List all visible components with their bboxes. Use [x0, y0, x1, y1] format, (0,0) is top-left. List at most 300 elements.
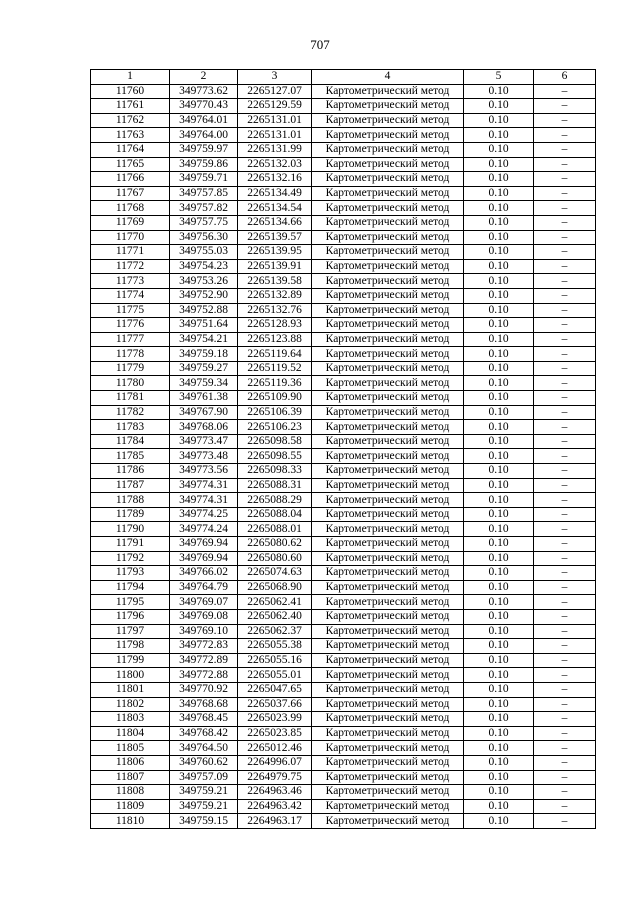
- description-cell: –: [534, 303, 596, 318]
- description-cell: –: [534, 755, 596, 770]
- method-cell: Картометрический метод: [312, 449, 464, 464]
- description-cell: –: [534, 537, 596, 552]
- y-coordinate-cell: 2265047.65: [238, 682, 312, 697]
- table-row: [91, 595, 596, 610]
- method-cell: Картометрический метод: [312, 478, 464, 493]
- x-coordinate-cell: 349754.21: [170, 332, 238, 347]
- point-number-cell: 11782: [91, 405, 170, 420]
- accuracy-cell: 0.10: [464, 376, 534, 391]
- method-cell: Картометрический метод: [312, 580, 464, 595]
- y-coordinate-cell: 2265055.16: [238, 653, 312, 668]
- accuracy-cell: 0.10: [464, 726, 534, 741]
- x-coordinate-cell: 349756.30: [170, 230, 238, 245]
- table-row: [91, 142, 596, 157]
- x-coordinate-cell: 349757.09: [170, 770, 238, 785]
- method-cell: Картометрический метод: [312, 142, 464, 157]
- description-cell: –: [534, 215, 596, 230]
- table-row: [91, 814, 596, 829]
- y-coordinate-cell: 2265139.91: [238, 259, 312, 274]
- method-cell: Картометрический метод: [312, 157, 464, 172]
- y-coordinate-cell: 2265132.89: [238, 288, 312, 303]
- accuracy-cell: 0.10: [464, 580, 534, 595]
- column-header: 5: [464, 70, 534, 85]
- x-coordinate-cell: 349766.02: [170, 566, 238, 581]
- x-coordinate-cell: 349761.38: [170, 391, 238, 406]
- point-number-cell: 11792: [91, 551, 170, 566]
- point-number-cell: 11799: [91, 653, 170, 668]
- accuracy-cell: 0.10: [464, 785, 534, 800]
- method-cell: Картометрический метод: [312, 245, 464, 260]
- method-cell: Картометрический метод: [312, 624, 464, 639]
- accuracy-cell: 0.10: [464, 493, 534, 508]
- description-cell: –: [534, 653, 596, 668]
- point-number-cell: 11789: [91, 507, 170, 522]
- description-cell: –: [534, 157, 596, 172]
- y-coordinate-cell: 2265132.76: [238, 303, 312, 318]
- method-cell: Картометрический метод: [312, 230, 464, 245]
- description-cell: –: [534, 493, 596, 508]
- point-number-cell: 11802: [91, 697, 170, 712]
- x-coordinate-cell: 349759.71: [170, 172, 238, 187]
- y-coordinate-cell: 2265023.85: [238, 726, 312, 741]
- table-row: [91, 376, 596, 391]
- y-coordinate-cell: 2265131.01: [238, 128, 312, 143]
- table-row: [91, 391, 596, 406]
- accuracy-cell: 0.10: [464, 405, 534, 420]
- accuracy-cell: 0.10: [464, 712, 534, 727]
- y-coordinate-cell: 2265088.29: [238, 493, 312, 508]
- point-number-cell: 11774: [91, 288, 170, 303]
- description-cell: –: [534, 464, 596, 479]
- method-cell: Картометрический метод: [312, 741, 464, 756]
- y-coordinate-cell: 2265088.01: [238, 522, 312, 537]
- point-number-cell: 11785: [91, 449, 170, 464]
- accuracy-cell: 0.10: [464, 332, 534, 347]
- point-number-cell: 11766: [91, 172, 170, 187]
- x-coordinate-cell: 349759.18: [170, 347, 238, 362]
- table-row: [91, 405, 596, 420]
- y-coordinate-cell: 2265128.93: [238, 318, 312, 333]
- method-cell: Картометрический метод: [312, 288, 464, 303]
- description-cell: –: [534, 128, 596, 143]
- description-cell: –: [534, 201, 596, 216]
- point-number-cell: 11763: [91, 128, 170, 143]
- point-number-cell: 11790: [91, 522, 170, 537]
- x-coordinate-cell: 349759.97: [170, 142, 238, 157]
- method-cell: Картометрический метод: [312, 653, 464, 668]
- column-header: 3: [238, 70, 312, 85]
- x-coordinate-cell: 349768.68: [170, 697, 238, 712]
- table-row: [91, 274, 596, 289]
- x-coordinate-cell: 349757.85: [170, 186, 238, 201]
- accuracy-cell: 0.10: [464, 84, 534, 99]
- x-coordinate-cell: 349759.15: [170, 814, 238, 829]
- table-row: [91, 566, 596, 581]
- x-coordinate-cell: 349759.21: [170, 785, 238, 800]
- accuracy-cell: 0.10: [464, 172, 534, 187]
- description-cell: –: [534, 682, 596, 697]
- description-cell: –: [534, 566, 596, 581]
- method-cell: Картометрический метод: [312, 361, 464, 376]
- y-coordinate-cell: 2265080.60: [238, 551, 312, 566]
- point-number-cell: 11783: [91, 420, 170, 435]
- accuracy-cell: 0.10: [464, 770, 534, 785]
- y-coordinate-cell: 2265088.31: [238, 478, 312, 493]
- point-number-cell: 11762: [91, 113, 170, 128]
- table-row: [91, 361, 596, 376]
- x-coordinate-cell: 349768.45: [170, 712, 238, 727]
- description-cell: –: [534, 639, 596, 654]
- y-coordinate-cell: 2264963.17: [238, 814, 312, 829]
- x-coordinate-cell: 349759.21: [170, 799, 238, 814]
- x-coordinate-cell: 349764.01: [170, 113, 238, 128]
- description-cell: –: [534, 318, 596, 333]
- x-coordinate-cell: 349752.88: [170, 303, 238, 318]
- method-cell: Картометрический метод: [312, 785, 464, 800]
- table-row: [91, 537, 596, 552]
- method-cell: Картометрический метод: [312, 755, 464, 770]
- point-number-cell: 11810: [91, 814, 170, 829]
- x-coordinate-cell: 349768.06: [170, 420, 238, 435]
- y-coordinate-cell: 2265132.03: [238, 157, 312, 172]
- point-number-cell: 11771: [91, 245, 170, 260]
- y-coordinate-cell: 2265127.07: [238, 84, 312, 99]
- method-cell: Картометрический метод: [312, 799, 464, 814]
- point-number-cell: 11797: [91, 624, 170, 639]
- table-row: [91, 128, 596, 143]
- y-coordinate-cell: 2264979.75: [238, 770, 312, 785]
- description-cell: –: [534, 624, 596, 639]
- x-coordinate-cell: 349757.82: [170, 201, 238, 216]
- description-cell: –: [534, 259, 596, 274]
- x-coordinate-cell: 349772.88: [170, 668, 238, 683]
- description-cell: –: [534, 84, 596, 99]
- method-cell: Картометрический метод: [312, 697, 464, 712]
- method-cell: Картометрический метод: [312, 99, 464, 114]
- table-row: [91, 522, 596, 537]
- description-cell: –: [534, 551, 596, 566]
- description-cell: –: [534, 142, 596, 157]
- table-row: [91, 113, 596, 128]
- description-cell: –: [534, 99, 596, 114]
- x-coordinate-cell: 349752.90: [170, 288, 238, 303]
- y-coordinate-cell: 2265119.36: [238, 376, 312, 391]
- point-number-cell: 11779: [91, 361, 170, 376]
- table-row: [91, 318, 596, 333]
- point-number-cell: 11761: [91, 99, 170, 114]
- accuracy-cell: 0.10: [464, 697, 534, 712]
- method-cell: Картометрический метод: [312, 668, 464, 683]
- point-number-cell: 11775: [91, 303, 170, 318]
- accuracy-cell: 0.10: [464, 186, 534, 201]
- y-coordinate-cell: 2265129.59: [238, 99, 312, 114]
- column-header: 6: [534, 70, 596, 85]
- y-coordinate-cell: 2265131.99: [238, 142, 312, 157]
- x-coordinate-cell: 349772.83: [170, 639, 238, 654]
- method-cell: Картометрический метод: [312, 201, 464, 216]
- y-coordinate-cell: 2265055.38: [238, 639, 312, 654]
- accuracy-cell: 0.10: [464, 128, 534, 143]
- table-row: [91, 755, 596, 770]
- x-coordinate-cell: 349769.94: [170, 537, 238, 552]
- x-coordinate-cell: 349773.62: [170, 84, 238, 99]
- y-coordinate-cell: 2264963.42: [238, 799, 312, 814]
- accuracy-cell: 0.10: [464, 799, 534, 814]
- column-header: 2: [170, 70, 238, 85]
- accuracy-cell: 0.10: [464, 361, 534, 376]
- accuracy-cell: 0.10: [464, 478, 534, 493]
- point-number-cell: 11793: [91, 566, 170, 581]
- description-cell: –: [534, 274, 596, 289]
- y-coordinate-cell: 2265055.01: [238, 668, 312, 683]
- description-cell: –: [534, 785, 596, 800]
- point-number-cell: 11809: [91, 799, 170, 814]
- point-number-cell: 11776: [91, 318, 170, 333]
- table-row: [91, 99, 596, 114]
- point-number-cell: 11787: [91, 478, 170, 493]
- method-cell: Картометрический метод: [312, 493, 464, 508]
- x-coordinate-cell: 349770.92: [170, 682, 238, 697]
- y-coordinate-cell: 2265134.54: [238, 201, 312, 216]
- x-coordinate-cell: 349754.23: [170, 259, 238, 274]
- x-coordinate-cell: 349751.64: [170, 318, 238, 333]
- method-cell: Картометрический метод: [312, 537, 464, 552]
- accuracy-cell: 0.10: [464, 551, 534, 566]
- description-cell: –: [534, 580, 596, 595]
- accuracy-cell: 0.10: [464, 522, 534, 537]
- table-row: [91, 609, 596, 624]
- point-number-cell: 11801: [91, 682, 170, 697]
- method-cell: Картометрический метод: [312, 303, 464, 318]
- accuracy-cell: 0.10: [464, 420, 534, 435]
- y-coordinate-cell: 2265080.62: [238, 537, 312, 552]
- table-row: [91, 580, 596, 595]
- accuracy-cell: 0.10: [464, 595, 534, 610]
- accuracy-cell: 0.10: [464, 303, 534, 318]
- accuracy-cell: 0.10: [464, 507, 534, 522]
- x-coordinate-cell: 349774.31: [170, 478, 238, 493]
- table-row: [91, 770, 596, 785]
- point-number-cell: 11791: [91, 537, 170, 552]
- point-number-cell: 11765: [91, 157, 170, 172]
- table-body: [91, 84, 596, 828]
- column-header: 4: [312, 70, 464, 85]
- accuracy-cell: 0.10: [464, 157, 534, 172]
- method-cell: Картометрический метод: [312, 770, 464, 785]
- x-coordinate-cell: 349769.10: [170, 624, 238, 639]
- table-row: [91, 172, 596, 187]
- accuracy-cell: 0.10: [464, 245, 534, 260]
- method-cell: Картометрический метод: [312, 726, 464, 741]
- table-row: [91, 201, 596, 216]
- accuracy-cell: 0.10: [464, 609, 534, 624]
- accuracy-cell: 0.10: [464, 682, 534, 697]
- accuracy-cell: 0.10: [464, 741, 534, 756]
- table-row: [91, 741, 596, 756]
- y-coordinate-cell: 2265088.04: [238, 507, 312, 522]
- x-coordinate-cell: 349773.48: [170, 449, 238, 464]
- description-cell: –: [534, 347, 596, 362]
- x-coordinate-cell: 349770.43: [170, 99, 238, 114]
- y-coordinate-cell: 2265109.90: [238, 391, 312, 406]
- point-number-cell: 11784: [91, 434, 170, 449]
- x-coordinate-cell: 349773.47: [170, 434, 238, 449]
- x-coordinate-cell: 349759.86: [170, 157, 238, 172]
- method-cell: Картометрический метод: [312, 405, 464, 420]
- description-cell: –: [534, 376, 596, 391]
- method-cell: Картометрический метод: [312, 712, 464, 727]
- table-row: [91, 230, 596, 245]
- y-coordinate-cell: 2265134.66: [238, 215, 312, 230]
- x-coordinate-cell: 349773.56: [170, 464, 238, 479]
- y-coordinate-cell: 2265139.58: [238, 274, 312, 289]
- method-cell: Картометрический метод: [312, 391, 464, 406]
- description-cell: –: [534, 186, 596, 201]
- table-header-row: [91, 70, 596, 85]
- method-cell: Картометрический метод: [312, 186, 464, 201]
- table-row: [91, 157, 596, 172]
- point-number-cell: 11804: [91, 726, 170, 741]
- y-coordinate-cell: 2265139.57: [238, 230, 312, 245]
- point-number-cell: 11780: [91, 376, 170, 391]
- point-number-cell: 11768: [91, 201, 170, 216]
- method-cell: Картометрический метод: [312, 84, 464, 99]
- description-cell: –: [534, 172, 596, 187]
- description-cell: –: [534, 230, 596, 245]
- method-cell: Картометрический метод: [312, 128, 464, 143]
- accuracy-cell: 0.10: [464, 230, 534, 245]
- point-number-cell: 11781: [91, 391, 170, 406]
- table-row: [91, 712, 596, 727]
- table-row: [91, 288, 596, 303]
- y-coordinate-cell: 2265098.55: [238, 449, 312, 464]
- description-cell: –: [534, 770, 596, 785]
- table-row: [91, 653, 596, 668]
- y-coordinate-cell: 2265131.01: [238, 113, 312, 128]
- table-row: [91, 245, 596, 260]
- accuracy-cell: 0.10: [464, 99, 534, 114]
- y-coordinate-cell: 2265106.23: [238, 420, 312, 435]
- point-number-cell: 11767: [91, 186, 170, 201]
- description-cell: –: [534, 726, 596, 741]
- x-coordinate-cell: 349759.27: [170, 361, 238, 376]
- description-cell: –: [534, 449, 596, 464]
- method-cell: Картометрический метод: [312, 318, 464, 333]
- accuracy-cell: 0.10: [464, 288, 534, 303]
- accuracy-cell: 0.10: [464, 259, 534, 274]
- accuracy-cell: 0.10: [464, 668, 534, 683]
- method-cell: Картометрический метод: [312, 434, 464, 449]
- method-cell: Картометрический метод: [312, 376, 464, 391]
- method-cell: Картометрический метод: [312, 566, 464, 581]
- point-number-cell: 11803: [91, 712, 170, 727]
- accuracy-cell: 0.10: [464, 434, 534, 449]
- y-coordinate-cell: 2265134.49: [238, 186, 312, 201]
- y-coordinate-cell: 2265068.90: [238, 580, 312, 595]
- description-cell: –: [534, 288, 596, 303]
- table-row: [91, 478, 596, 493]
- point-number-cell: 11798: [91, 639, 170, 654]
- x-coordinate-cell: 349768.42: [170, 726, 238, 741]
- description-cell: –: [534, 361, 596, 376]
- description-cell: –: [534, 434, 596, 449]
- accuracy-cell: 0.10: [464, 566, 534, 581]
- method-cell: Картометрический метод: [312, 682, 464, 697]
- point-number-cell: 11794: [91, 580, 170, 595]
- method-cell: Картометрический метод: [312, 551, 464, 566]
- table-row: [91, 420, 596, 435]
- point-number-cell: 11805: [91, 741, 170, 756]
- table-row: [91, 697, 596, 712]
- accuracy-cell: 0.10: [464, 464, 534, 479]
- description-cell: –: [534, 741, 596, 756]
- table-row: [91, 215, 596, 230]
- method-cell: Картометрический метод: [312, 274, 464, 289]
- point-number-cell: 11770: [91, 230, 170, 245]
- table-row: [91, 259, 596, 274]
- table-row: [91, 332, 596, 347]
- table-row: [91, 449, 596, 464]
- x-coordinate-cell: 349755.03: [170, 245, 238, 260]
- table-row: [91, 682, 596, 697]
- x-coordinate-cell: 349769.94: [170, 551, 238, 566]
- point-number-cell: 11788: [91, 493, 170, 508]
- coordinates-table: [90, 69, 596, 829]
- table-row: [91, 551, 596, 566]
- method-cell: Картометрический метод: [312, 507, 464, 522]
- point-number-cell: 11772: [91, 259, 170, 274]
- table-row: [91, 464, 596, 479]
- y-coordinate-cell: 2265123.88: [238, 332, 312, 347]
- point-number-cell: 11769: [91, 215, 170, 230]
- table-row: [91, 668, 596, 683]
- x-coordinate-cell: 349769.07: [170, 595, 238, 610]
- y-coordinate-cell: 2265139.95: [238, 245, 312, 260]
- accuracy-cell: 0.10: [464, 537, 534, 552]
- method-cell: Картометрический метод: [312, 259, 464, 274]
- method-cell: Картометрический метод: [312, 113, 464, 128]
- x-coordinate-cell: 349759.34: [170, 376, 238, 391]
- y-coordinate-cell: 2265062.37: [238, 624, 312, 639]
- y-coordinate-cell: 2265119.64: [238, 347, 312, 362]
- accuracy-cell: 0.10: [464, 814, 534, 829]
- method-cell: Картометрический метод: [312, 522, 464, 537]
- accuracy-cell: 0.10: [464, 624, 534, 639]
- method-cell: Картометрический метод: [312, 639, 464, 654]
- point-number-cell: 11777: [91, 332, 170, 347]
- point-number-cell: 11800: [91, 668, 170, 683]
- point-number-cell: 11808: [91, 785, 170, 800]
- description-cell: –: [534, 420, 596, 435]
- y-coordinate-cell: 2264963.46: [238, 785, 312, 800]
- y-coordinate-cell: 2265098.33: [238, 464, 312, 479]
- accuracy-cell: 0.10: [464, 391, 534, 406]
- method-cell: Картометрический метод: [312, 215, 464, 230]
- accuracy-cell: 0.10: [464, 639, 534, 654]
- y-coordinate-cell: 2265012.46: [238, 741, 312, 756]
- accuracy-cell: 0.10: [464, 215, 534, 230]
- table-row: [91, 303, 596, 318]
- method-cell: Картометрический метод: [312, 347, 464, 362]
- table-row: [91, 785, 596, 800]
- page-number: 707: [310, 37, 330, 52]
- description-cell: –: [534, 712, 596, 727]
- y-coordinate-cell: 2265037.66: [238, 697, 312, 712]
- method-cell: Картометрический метод: [312, 420, 464, 435]
- accuracy-cell: 0.10: [464, 653, 534, 668]
- x-coordinate-cell: 349764.79: [170, 580, 238, 595]
- table-row: [91, 507, 596, 522]
